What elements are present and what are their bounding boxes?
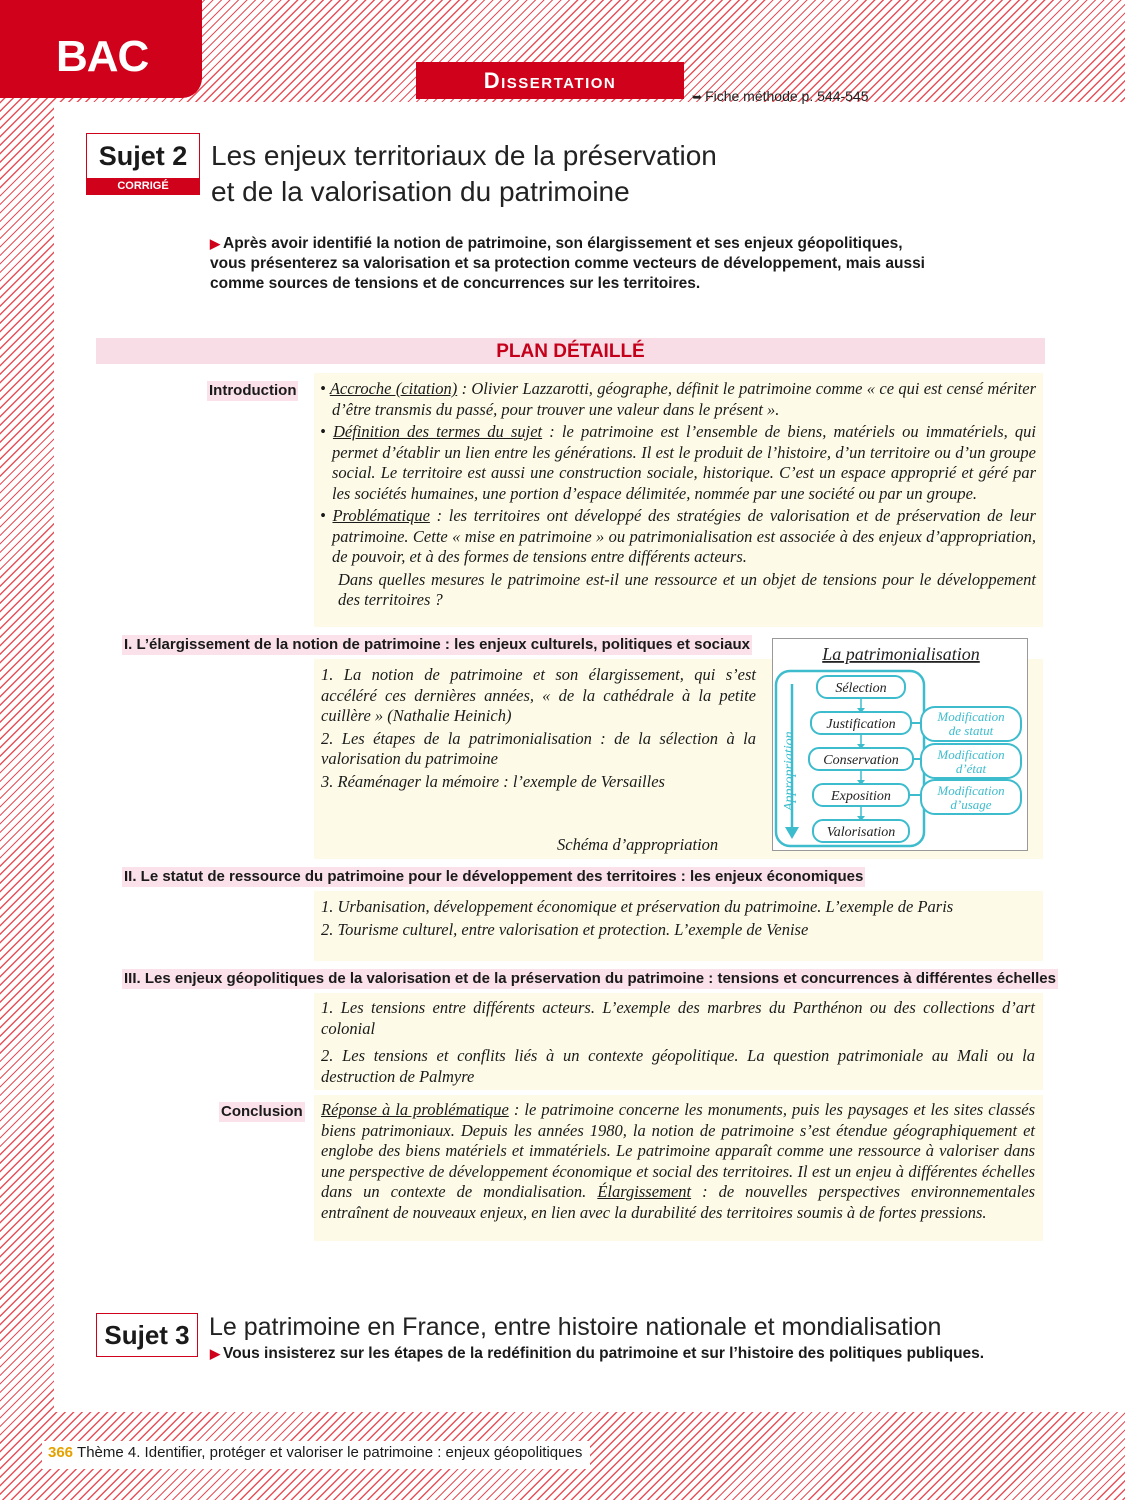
sujet3-badge: Sujet 3 (96, 1313, 198, 1357)
conclusion-text (321, 1100, 1035, 1223)
step-exposition: Exposition (831, 789, 891, 804)
sujet3-consigne-text: Vous insisterez sur les étapes de la redéfinition du patrimoine et sur l’histoire des politiques publiques. (223, 1345, 985, 1362)
mod-etat-line1: Modification (937, 747, 1005, 762)
accroche-label: Accroche (citation) (329, 379, 458, 398)
part2-item1: 1. Urbanisation, développement économique et préservation du patrimoine. L’exemple de Paris (321, 897, 954, 916)
part1-item3: 3. Réaménager la mémoire : l’exemple de Versailles (321, 771, 665, 791)
part2-items (321, 897, 1035, 940)
footer-theme: Thème 4. Identifier, protéger et valoriser le patrimoine : enjeux géopolitiques (77, 1444, 583, 1461)
page-footer (42, 1441, 590, 1469)
step-selection: Sélection (835, 681, 887, 696)
step-valorisation: Valorisation (826, 825, 896, 840)
mod-statut-line2: de statut (948, 723, 994, 738)
triangle-bullet-icon: ▶ (210, 1346, 220, 1361)
part2-title: II. Le statut de ressource du patrimoine pour le développement des territoires : les enjeux économiques (124, 868, 864, 885)
page-number: 366 (48, 1444, 74, 1461)
sujet2-badge (86, 133, 200, 195)
plan-title: PLAN DÉTAILLÉ (96, 338, 1045, 364)
diagram-svg (773, 639, 1029, 852)
definition-text: : le patrimoine est l’ensemble de biens, matériels ou immatériels, qui permet d’établir un lien entre les générations. Il est le produit de l’histoire, d’un territoire ou d’un groupe social. Le territoire est aussi une construction sociale, historique. C’est un espace approprié et géré par les sociétés humaines, une portion d’espace délimitée, nommée par une société ou par un groupe. (332, 422, 1036, 503)
sujet2-title-line1: Les enjeux territoriaux de la préservation (211, 140, 717, 171)
sujet2-title-line2: et de la valorisation du patrimoine (211, 176, 630, 207)
intro-label: Introduction (209, 382, 297, 399)
definition-label: Définition des termes du sujet (332, 422, 543, 441)
sujet2-label: Sujet 2 (98, 141, 188, 171)
part3-item2: 2. Les tensions et conflits liés à un contexte géopolitique. La question patrimoniale au Mali ou la destruction de Palmyre (321, 1046, 1035, 1086)
sujet2-title (211, 138, 851, 210)
section-label: Dissertation (416, 62, 684, 99)
part3-title: III. Les enjeux géopolitiques de la valorisation et de la préservation du patrimoine : tensions et concurrences à différentes échelles (124, 970, 1056, 987)
arrow-right-icon: ➥ (692, 90, 703, 104)
appropriation-arrow-head (785, 827, 799, 839)
intro-problematique: • Problématique : les territoires ont développé des stratégies de valorisation et de préservation de leur patrimoine. Cette « mise en patrimoine » ou patrimonialisation est associée à des enjeux d’appropriation, de pouvoir, et à des formes de tensions entre différents acteurs. (320, 506, 1036, 566)
part2-item2: 2. Tourisme culturel, entre valorisation et protection. L’exemple de Venise (321, 919, 809, 939)
elargissement-text: : de nouvelles perspectives environnementales entraînent de nouveaux enjeux, en lien avec la durabilité des territoires soumis à de fortes pressions. (321, 1182, 1036, 1222)
part1-item1: 1. La notion de patrimoine et son élargissement, qui s’est accéléré ces dernières années, « de la cathédrale à la petite cuillère » (Nathalie Heinich) (321, 665, 756, 725)
diagram-title: La patrimonialisation (822, 644, 980, 664)
sujet2-consigne-text: Après avoir identifié la notion de patrimoine, son élargissement et ses enjeux géopolitiques, vous présenterez sa valorisation et sa protection comme vecteurs de développement, mais aussi comme sources de tensions et de concurrences sur les territoires. (210, 235, 925, 292)
patrimonialisation-diagram (772, 638, 1028, 851)
sujet3-consigne (210, 1344, 984, 1364)
fiche-methode-link[interactable] (692, 88, 869, 104)
triangle-bullet-icon: ▶ (210, 236, 220, 251)
reponse-text: : le patrimoine concerne les monuments, puis les paysages et les sites classés biens patrimoniaux. Depuis les années 1980, la notion de patrimoine s’est étendue géographiquement et englobe des biens matériels et immatériels. Le patrimoine apparaît comme une ressource à valoriser dans une perspective de développement économique et social des territoires. Il est un enjeu à différentes échelles dans un contexte de mondialisation. (321, 1100, 1035, 1201)
accroche-text: : Olivier Lazzarotti, géographe, définit le patrimoine comme « ce qui est censé mériter d’être transmis du passé, pour trouver une valeur dans le présent ». (332, 379, 1036, 419)
part1-title: I. L’élargissement de la notion de patrimoine : les enjeux culturels, politiques et sociaux (124, 636, 750, 653)
conclusion-label: Conclusion (221, 1103, 303, 1120)
intro-question: Dans quelles mesures le patrimoine est-il une ressource et un objet de tensions pour le développement des territoires ? (338, 569, 1036, 609)
problematique-text: : les territoires ont développé des stratégies de valorisation et de préservation de leur patrimoine. Cette « mise en patrimoine » ou patrimonialisation est associée à des enjeux d’appropriation, de pouvoir, et à des formes de tensions entre différents acteurs. (332, 506, 1036, 566)
problematique-label: Problématique (332, 506, 430, 525)
sujet2-consigne (210, 234, 940, 294)
part3-items (321, 998, 1035, 1087)
reponse-label: Réponse à la problématique (321, 1100, 509, 1119)
bac-tab: BAC (0, 0, 202, 98)
mod-statut-line1: Modification (937, 709, 1005, 724)
part3-item1: 1. Les tensions entre différents acteurs. L’exemple des marbres du Parthénon ou des collections d’art colonial (321, 998, 1035, 1038)
mod-etat-line2: d’état (955, 761, 987, 776)
intro-definition: • Définition des termes du sujet : le patrimoine est l’ensemble de biens, matériels ou immatériels, qui permet d’établir un lien entre les générations. Il est le produit de l’histoire, d’un territoire ou d’un groupe social. Le territoire est aussi une construction sociale, historique. C’est un espace approprié et géré par les sociétés humaines, une portion d’espace délimitée, nommée par une société ou par un groupe. (320, 422, 1036, 503)
intro-accroche: • Accroche (citation) : Olivier Lazzarotti, géographe, définit le patrimoine comme « ce qui est censé mériter d’être transmis du passé, pour trouver une valeur dans le présent ». (320, 379, 1036, 419)
intro-text (320, 379, 1036, 611)
step-conservation: Conservation (823, 753, 899, 768)
elargissement-label: Élargissement (597, 1182, 692, 1201)
appropriation-label: Appropriation (782, 731, 797, 811)
fiche-label: Fiche méthode p. 544-545 (705, 88, 869, 104)
sujet3-title: Le patrimoine en France, entre histoire nationale et mondialisation (209, 1313, 942, 1341)
part1-items (321, 665, 756, 792)
part1-item2: 2. Les étapes de la patrimonialisation : de la sélection à la valorisation du patrimoine (321, 728, 756, 768)
corrige-badge: CORRIGÉ (87, 178, 199, 194)
step-justification: Justification (826, 717, 896, 732)
schema-caption: Schéma d’appropriation (557, 835, 719, 854)
mod-usage-line1: Modification (937, 783, 1005, 798)
mod-usage-line2: d’usage (950, 797, 992, 812)
